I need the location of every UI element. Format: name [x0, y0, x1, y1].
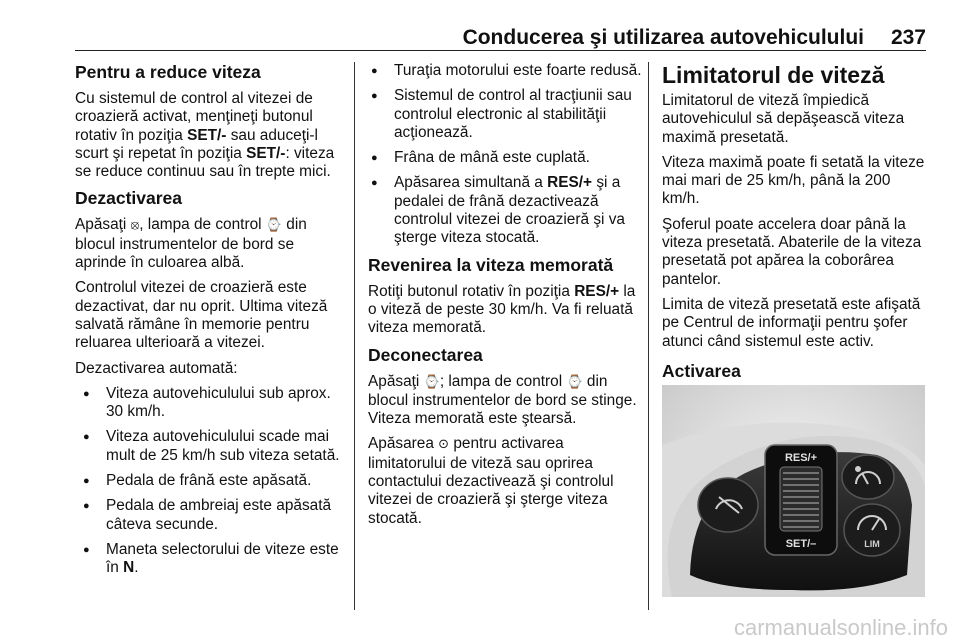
header-rule	[75, 50, 926, 51]
column-2	[368, 62, 643, 535]
paragraph-disconnect-1: Apăsaţi ⌚; lampa de control ⌚ din blocul instrumentelor de bord se stinge. Viteza memorată este ştearsă.	[368, 372, 637, 428]
list-item: ● Apăsarea simultană a RES/+ şi a pedalei de frână dezactivează controlul vitezei de croazieră şi va şterge viteza stocată.	[368, 174, 643, 247]
heading-return-to-speed: Revenirea la viteza memorată	[368, 254, 614, 275]
lim-label: LIM	[864, 539, 880, 549]
auto-deactivation-list-continued	[368, 62, 643, 248]
list-item: ● Pedala de frână este apăsată.	[75, 472, 341, 490]
column-divider-2	[648, 62, 649, 610]
heading-deactivation: Dezactivarea	[75, 188, 183, 209]
watermark: carmanualsonline.info	[733, 615, 948, 640]
paragraph-reduce-speed: Cu sistemul de control al vitezei de croazieră activat, menţineţi butonul rotativ în poziţia SET/- sau aduceţi-l scurt şi repetat în poziţia SET/-: viteza se reduce continuu sau în trepte mici.	[75, 90, 335, 181]
header-title: Conducerea şi utilizarea autovehiculului	[462, 26, 864, 49]
heading-speed-limiter: Limitatorul de viteză	[662, 62, 885, 88]
cruise-control-icon: ⌚	[566, 374, 583, 390]
paragraph-auto-deactivation: Dezactivarea automată:	[75, 359, 238, 377]
page-header	[75, 20, 926, 52]
set-label: SET/–	[785, 538, 817, 550]
heading-reduce-speed: Pentru a reduce viteza	[75, 62, 261, 82]
paragraph-limiter-2: Viteza maximă poate fi setată la viteze mai mari de 25 km/h, până la 200 km/h.	[662, 153, 925, 208]
paragraph-return-to-speed: Rotiţi butonul rotativ în poziţia RES/+ la o viteză de peste 30 km/h. Va fi reluată viteza memorată.	[368, 282, 636, 337]
auto-deactivation-list	[75, 385, 341, 578]
heading-disconnect: Deconectarea	[368, 344, 483, 365]
list-item: ● Viteza autovehiculului sub aprox. 30 km/h.	[75, 385, 341, 422]
cancel-cruise-icon: ⦻	[130, 218, 140, 234]
paragraph-limiter-1: Limitatorul de viteză împiedică autovehiculul să depăşească viteza maximă presetată.	[662, 92, 905, 146]
column-1	[75, 62, 341, 585]
paragraph-disconnect-2: Apăsarea ⊙ pentru activarea limitatorului de viteză sau oprirea contactului dezactivează şi controlul vitezei de croazieră şi şterge viteza stocată.	[368, 435, 614, 527]
steering-wheel-controls-photo	[662, 385, 925, 597]
list-item: ● Sistemul de control al tracţiunii sau controlul electronic al stabilităţii acţionează.	[368, 87, 643, 142]
heading-activation: Activarea	[662, 360, 741, 381]
cruise-on-button[interactable]	[842, 455, 894, 499]
list-item: ● Pedala de ambreiaj este apăsată câteva secunde.	[75, 497, 341, 534]
res-label: RES/+	[784, 452, 818, 464]
list-item: ● Turaţia motorului este foarte redusă.	[368, 62, 643, 80]
list-item: ● Viteza autovehiculului scade mai mult de 25 km/h sub viteza setată.	[75, 428, 341, 465]
paragraph-deactivation-1: Apăsaţi ⦻, lampa de control ⌚ din blocul instrumentelor de bord se aprinde în culoarea albă.	[75, 216, 307, 272]
cruise-control-icon: ⌚	[265, 218, 283, 234]
page-number: 237	[890, 26, 926, 49]
speed-limiter-icon: ⊙	[438, 437, 450, 453]
list-item: ● Frâna de mână este cuplată.	[368, 149, 643, 167]
column-3	[662, 62, 927, 389]
paragraph-deactivation-2: Controlul vitezei de croazieră este dezactivat, dar nu oprit. Ultima viteză salvată rămâne în memorie pentru reluarea ulterioară a vitezei.	[75, 279, 328, 352]
cruise-control-icon: ⌚	[423, 374, 440, 390]
paragraph-limiter-3: Şoferul poate accelera doar până la viteza presetată. Abaterile de la viteza presetată pot apărea la coborârea pantelor.	[662, 215, 922, 288]
list-item: ● Maneta selectorului de viteze este în N.	[75, 541, 341, 578]
column-divider-1	[354, 62, 355, 610]
paragraph-limiter-4: Limita de viteză presetată este afişată pe Centrul de informaţii pentru şofer atunci când sistemul este activ.	[662, 295, 921, 350]
